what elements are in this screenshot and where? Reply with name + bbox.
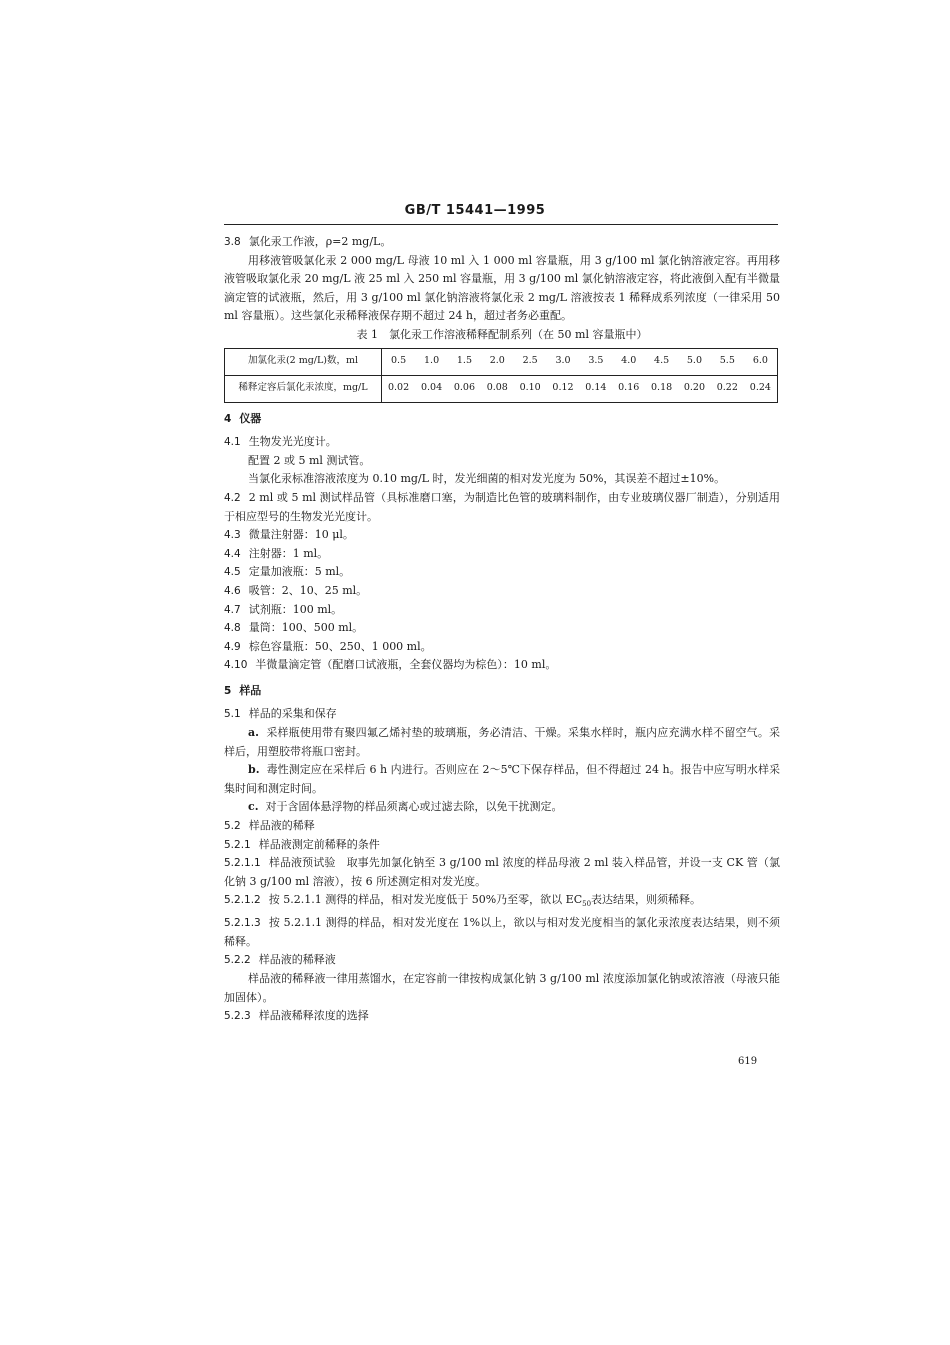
item-text: 样品液的稀释	[248, 819, 315, 833]
item-number: 4.8	[224, 622, 241, 635]
item-text: 2 ml 或 5 ml 测试样品管（具标准磨口塞，为制造比色管的玻璃料制作，由专业玻璃仪器厂制造），分别适用于相应型号的生物发光光度计。	[224, 490, 780, 523]
item-5-2-3	[224, 1007, 780, 1026]
table-cell: 3.0	[547, 348, 580, 375]
header-rule	[224, 224, 778, 225]
item-text: 定量加液瓶：5 ml。	[248, 565, 351, 579]
standard-number-header: GB/T 15441—1995	[404, 203, 546, 218]
item-number: 4.4	[224, 547, 241, 560]
list-label: a.	[248, 726, 259, 740]
section-3-8-paragraph: 用移液管吸氯化汞 2 000 mg/L 母液 10 ml 入 1 000 ml 容量瓶，用 3 g/100 ml 氯化钠溶液定容。再用移液管吸取氯化汞 20 mg/L 液 25 ml 入 250 ml 容量瓶，用 3 g/100 ml 氯化钠溶液定容，将此液倒入配有半微量滴定管的试液瓶，然后，用 3 g/100 ml 氯化钠溶液将氯化汞 2 mg/L 溶液按表 1 稀释成系列浓度（一律采用 50 ml 容量瓶）。这些氯化汞稀释液保存期不超过 24 h，超过者务必重配。	[224, 253, 780, 323]
item-4-5	[224, 563, 780, 582]
item-5-2-1-2	[224, 891, 780, 914]
section-3-8-heading	[224, 233, 780, 252]
item-5-2	[224, 817, 780, 836]
item-number: 4.6	[224, 584, 241, 597]
item-text: 生物发光光度计。	[248, 435, 337, 449]
table-cell: 4.0	[612, 348, 645, 375]
item-4-2	[224, 489, 780, 526]
item-4-6	[224, 582, 780, 601]
item-number: 5.2	[224, 820, 241, 833]
table-cell: 0.16	[612, 375, 645, 402]
item-number: 4.9	[224, 640, 241, 653]
item-5-2-1-3	[224, 914, 780, 951]
item-4-1	[224, 433, 780, 452]
item-number: 5.2.1.1	[224, 857, 261, 870]
item-text: 样品液预试验 取事先加氯化钠至 3 g/100 ml 浓度的样品母液 2 ml 装入样品管，并设一支 CK 管（氯化钠 3 g/100 ml 溶液），按 6 所述测定相对发光度。	[224, 856, 780, 888]
table-cell: 3.5	[579, 348, 612, 375]
list-label: b.	[248, 763, 260, 777]
page-number: 619	[738, 1056, 758, 1067]
section-number: 3.8	[224, 236, 241, 248]
list-text: 采样瓶使用带有聚四氟乙烯衬垫的玻璃瓶，务必清洁、干燥。采集水样时，瓶内应充满水样不留空气。采样后，用塑胶带将瓶口密封。	[224, 726, 780, 758]
item-number: 4.2	[224, 491, 241, 504]
item-5-2-1	[224, 836, 780, 855]
table-row	[225, 375, 778, 402]
list-label: c.	[248, 800, 259, 814]
item-text: 试剂瓶：100 ml。	[248, 602, 343, 616]
item-5-1-a	[224, 724, 780, 761]
table-cell: 0.18	[645, 375, 678, 402]
row-header-concentration: 稀释定容后氯化汞浓度，mg/L	[225, 375, 382, 402]
section-number: 4	[224, 412, 232, 425]
section-number: 5	[224, 684, 232, 697]
table-cell: 2.0	[481, 348, 514, 375]
item-4-10	[224, 656, 780, 675]
table-cell: 4.5	[645, 348, 678, 375]
item-text: 量筒：100、500 ml。	[248, 621, 364, 635]
section-title: 氯化汞工作液，ρ=2 mg/L。	[248, 235, 392, 248]
item-text: 棕色容量瓶：50、250、1 000 ml。	[248, 639, 432, 653]
item-5-1-b	[224, 761, 780, 798]
item-text: 样品液的稀释液	[258, 953, 336, 967]
table-cell: 0.08	[481, 375, 514, 402]
ec-subscript: 50	[582, 900, 592, 909]
table-cell: 1.0	[415, 348, 448, 375]
item-4-8	[224, 619, 780, 638]
table-cell: 0.5	[382, 348, 416, 375]
item-4-9	[224, 638, 780, 657]
item-text: 样品液测定前稀释的条件	[258, 837, 380, 851]
item-5-2-1-1	[224, 854, 780, 891]
table-cell: 0.20	[678, 375, 711, 402]
item-text: 按 5.2.1.1 测得的样品，相对发光度低于 50%乃至零，欲以 EC	[268, 893, 583, 907]
section-title: 仪器	[239, 411, 262, 425]
row-header-volume: 加氯化汞(2 mg/L)数，ml	[225, 348, 382, 375]
dilution-table	[224, 348, 778, 403]
item-number: 4.3	[224, 529, 241, 542]
document-body	[224, 233, 780, 1026]
item-5-1-c	[224, 798, 780, 817]
item-number: 5.2.1.3	[224, 917, 261, 930]
table-cell: 5.5	[711, 348, 744, 375]
item-text: 吸管：2、10、25 ml。	[248, 583, 368, 597]
item-text: 样品液稀释浓度的选择	[258, 1009, 369, 1023]
item-number: 5.2.3	[224, 1010, 251, 1023]
list-text: 毒性测定应在采样后 6 h 内进行。否则应在 2～5℃下保存样品，但不得超过 24 h。报告中应写明水样采集时间和测定时间。	[224, 763, 780, 795]
table-cell: 5.0	[678, 348, 711, 375]
item-4-3	[224, 526, 780, 545]
table-cell: 0.06	[448, 375, 481, 402]
item-number: 5.2.1	[224, 838, 251, 851]
item-text: 表达结果，则须稀释。	[591, 893, 702, 907]
item-number: 4.1	[224, 436, 241, 449]
table-cell: 0.12	[547, 375, 580, 402]
table-cell: 0.04	[415, 375, 448, 402]
item-4-7	[224, 601, 780, 620]
table-cell: 6.0	[744, 348, 778, 375]
section-5-heading	[224, 682, 780, 701]
item-4-1-detail-2: 当氯化汞标准溶液浓度为 0.10 mg/L 时，发光细菌的相对发光度为 50%，其误差不超过±10%。	[248, 472, 726, 486]
item-text: 微量注射器：10 μl。	[248, 528, 354, 542]
table-cell: 0.10	[514, 375, 547, 402]
item-number: 5.2.2	[224, 954, 251, 967]
table-cell: 1.5	[448, 348, 481, 375]
item-5-1	[224, 705, 780, 724]
item-text: 按 5.2.1.1 测得的样品，相对发光度在 1%以上，欲以与相对发光度相当的氯化汞浓度表达结果，则不须稀释。	[224, 916, 780, 948]
item-text: 半微量滴定管（配磨口试液瓶，全套仪器均为棕色）：10 ml。	[255, 658, 557, 672]
section-4-heading	[224, 410, 780, 429]
list-text: 对于含固体悬浮物的样品须离心或过滤去除，以免干扰测定。	[265, 800, 563, 814]
item-text: 样品的采集和保存	[248, 707, 337, 721]
table-1-title: 表 1 氯化汞工作溶液稀释配制系列（在 50 ml 容量瓶中）	[356, 327, 648, 341]
table-cell: 0.24	[744, 375, 778, 402]
table-cell: 2.5	[514, 348, 547, 375]
table-row	[225, 348, 778, 375]
item-number: 5.2.1.2	[224, 894, 261, 907]
item-5-2-2	[224, 951, 780, 970]
item-5-2-2-paragraph: 样品液的稀释液一律用蒸馏水，在定容前一律按构成氯化钠 3 g/100 ml 浓度添加氯化钠或浓溶液（母液只能加固体）。	[224, 971, 780, 1004]
table-cell: 0.14	[579, 375, 612, 402]
section-title: 样品	[239, 683, 262, 697]
table-cell: 0.02	[382, 375, 416, 402]
table-cell: 0.22	[711, 375, 744, 402]
item-text: 注射器：1 ml。	[248, 546, 329, 560]
item-number: 4.10	[224, 659, 248, 672]
item-number: 4.5	[224, 566, 241, 579]
item-4-1-detail-1: 配置 2 或 5 ml 测试管。	[248, 453, 371, 467]
item-number: 4.7	[224, 603, 241, 616]
item-4-4	[224, 545, 780, 564]
item-number: 5.1	[224, 708, 241, 721]
